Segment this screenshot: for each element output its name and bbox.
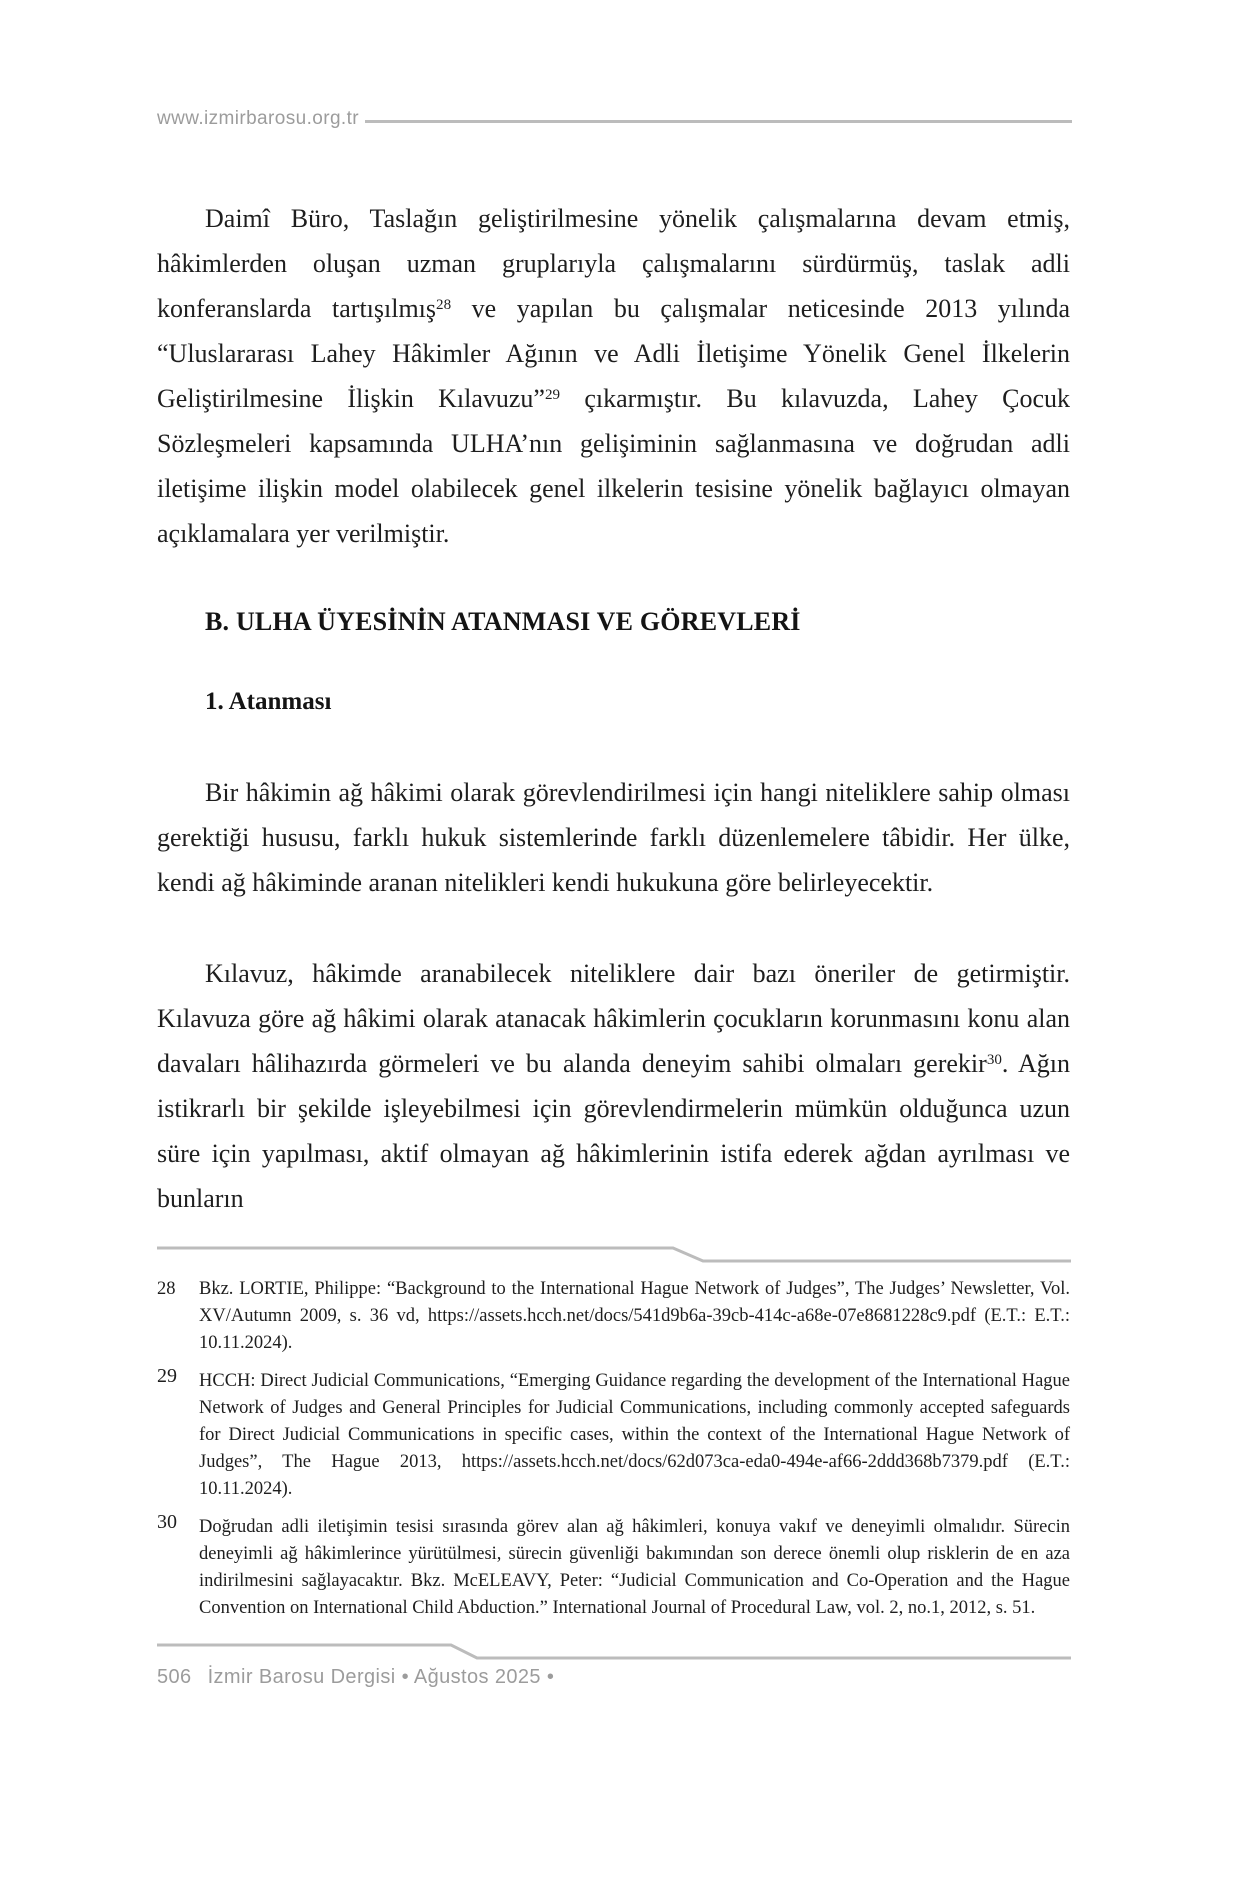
footnote-number: 30: [157, 1511, 177, 1533]
footer-rule: [157, 1643, 1072, 1661]
footnote-item: [157, 1511, 1070, 1622]
footnote-number: 28: [157, 1279, 176, 1299]
footnote-item: [157, 1276, 1070, 1357]
footer-page-number: 506: [157, 1666, 192, 1688]
page-header: [157, 108, 1072, 130]
body-paragraph: Kılavuz, hâkimde aranabilecek niteliklere dair bazı öneriler de getirmiştir. Kılavuza göre ağ hâkimi olarak atanacak hâkimlerin çocukların korunmasını konu alan davaları hâlihazırda görmeleri ve bu alanda deneyim sahibi olmaları gerekir$^{30}$. Ağın istikrarlı bir şekilde işleyebilmesi için görevlendirmelerin mümkün olduğunca uzun süre için yapılması, aktif olmayan ağ hâkimlerinin istifa ederek ağdan ayrılması ve bunların: [157, 959, 1070, 1213]
section-heading: B. ULHA ÜYESİNİN ATANMASI VE GÖREVLERİ: [205, 607, 801, 636]
footnote-reference: 30: [986, 1051, 1002, 1068]
footnote-text: HCCH: Direct Judicial Communications, “Emerging Guidance regarding the development of the International Hague Network of Judges and General Principles for Judicial Communications, including commonly accepted safeguards for Direct Judicial Communications in specific cases, within the context of the International Hague Network of Judges”, The Hague 2013, https://assets.hcch.net/docs/62d073ca-eda0-494e-af66-2ddd368b7379.pdf (E.T.: 10.11.2024).: [199, 1371, 1070, 1499]
body-paragraph: Bir hâkimin ağ hâkimi olarak görevlendirilmesi için hangi niteliklere sahip olması gerektiği hususu, farklı hukuk sistemlerinde farklı düzenlemelere tâbidir. Her ülke, kendi ağ hâkiminde aranan nitelikleri kendi hukukuna göre belirleyecektir.: [157, 778, 1070, 897]
page-footer: [157, 1666, 554, 1689]
subsection-heading: 1. Atanması: [205, 688, 332, 715]
header-rule: [365, 120, 1072, 123]
footnotes-block: [157, 1276, 1070, 1633]
footnote-separator: [157, 1246, 1072, 1264]
body-content: [157, 196, 1070, 1221]
footnote-number: 29: [157, 1365, 177, 1387]
site-url: www.izmirbarosu.org.tr: [157, 108, 360, 129]
footnote-reference: 29: [544, 386, 561, 403]
body-paragraph: Daimî Büro, Taslağın geliştirilmesine yönelik çalışmalarına devam etmiş, hâkimlerden oluşan uzman gruplarıyla çalışmalarını sürdürmüş, taslak adli konferanslarda tartışılmış$^{28}$ ve yapılan bu çalışmalar neticesinde 2013 yılında “Uluslararası Lahey Hâkimler Ağının ve Adli İletişime Yönelik Genel İlkelerin Geliştirilmesine İlişkin Kılavuzu”$^{29}$ çıkarmıştır. Bu kılavuzda, Lahey Çocuk Sözleşmeleri kapsamında ULHA’nın gelişiminin sağlanmasına ve doğrudan adli iletişime ilişkin model olabilecek genel ilkelerin tesisine yönelik bağlayıcı olmayan açıklamalara yer verilmiştir.: [157, 204, 1071, 548]
footer-journal-line: İzmir Barosu Dergisi • Ağustos 2025 •: [207, 1666, 555, 1688]
footnote-text: Bkz. LORTIE, Philippe: “Background to the International Hague Network of Judges”, The Judges’ Newsletter, Vol. XV/Autumn 2009, s. 36 vd, https://assets.hcch.net/docs/541d9b6a-39cb-414c-a68e-07e8681228c9.pdf (E.T.: E.T.: 10.11.2024).: [199, 1279, 1070, 1353]
footnote-reference: 28: [436, 296, 452, 313]
footnote-text: Doğrudan adli iletişimin tesisi sırasında görev alan ağ hâkimleri, konuya vakıf ve deneyimli olmalıdır. Sürecin deneyimli ağ hâkimlerince yürütülmesi, sürecin güvenliği bakımından son derece önemli olup risklerin de en aza indirilmesini sağlayacaktır. Bkz. McELEAVY, Peter: “Judicial Communication and Co-Operation and the Hague Convention on International Child Abduction.” International Journal of Procedural Law, vol. 2, no.1, 2012, s. 51.: [199, 1517, 1070, 1618]
footnote-item: [157, 1365, 1070, 1503]
